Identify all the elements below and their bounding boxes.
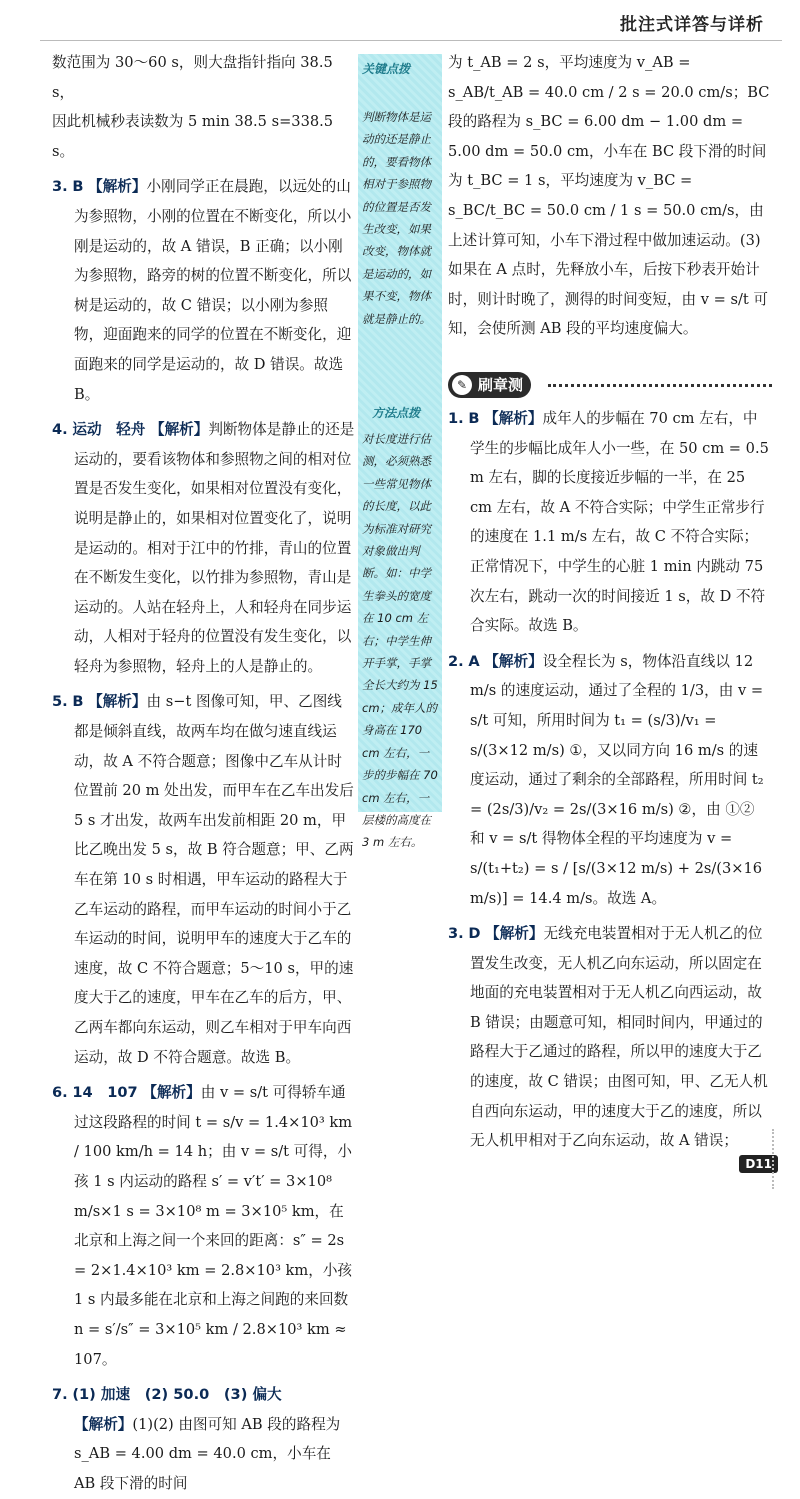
header-title: 批注式详答与详析	[620, 15, 764, 35]
paragraph-cont: 为 t_AB = 2 s，平均速度为 v_AB = s_AB/t_AB = 40.0 cm / 2 s = 20.0 cm/s；BC 段的路程为 s_BC = 6.00 dm − 1.00 dm = 5.00 dm = 50.0 cm，小车在 BC 段下滑的时间为 t_BC = 1 s，平均速度为 v_BC = s_BC/t_BC = 50.0 cm / 1 s = 50.0 cm/s，由上述计算可知，小车下滑过程中做加速运动。(3) 如果在 A 点时，先释放小车，后按下秒表开始计时，则计时晚了，测得的时间变短，由 v = s/t 可知，会使所测 AB 段的平均速度偏大。	[448, 54, 770, 338]
corner-decoration	[772, 1129, 800, 1189]
answer-item	[448, 647, 770, 913]
item-text: 成年人的步幅在 70 cm 左右，中学生的步幅比成年人小一些，在 50 cm = 0.5 m 左右，脚的长度接近步幅的一半，在 25 cm 左右，故 A 不符合实际；中学生正常步行的速度在 1.1 m/s 左右，故 C 不符合实际；正常情况下，中学生的心脏 1 min 内跳动 75 次左右，跳动一次的时间接近 1 s，故 D 不符合实际。故选 B。	[470, 410, 769, 635]
item-text: 设全程长为 s，物体沿直线以 12 m/s 的速度运动，通过了全程的 1/3，由 v = s/t 可知，所用时间为 t₁ = (s/3)/v₁ = s/(3×12 m/s) ①，又以同方向 16 m/s 的速度运动，通过了剩余的全部路程，所用时间 t₂ = (2s/3)/v₂ = 2s/(3×16 m/s) ②，由 ①② 和 v = s/t 得物体全程的平均速度为 v = s/(t₁+t₂) = s / [s/(3×12 m/s) + 2s/(3×16 m/s)] = 14.4 m/s。故选 A。	[470, 652, 764, 907]
item-answer: B	[72, 693, 84, 711]
item-tag: 【解析】	[142, 1084, 201, 1102]
section-header	[448, 372, 778, 400]
right-column	[448, 404, 770, 1156]
answer-item	[52, 172, 356, 409]
section-badge	[448, 372, 531, 398]
page-header	[0, 0, 800, 38]
item-tag: 【解析】	[149, 421, 209, 439]
sidebar-note-method	[362, 406, 440, 854]
item-text: 小刚同学正在晨跑，以远处的山为参照物，小刚的位置在不断变化，所以小刚是运动的，故 A 错误，B 正确；以小刚为参照物，路旁的树的位置不断变化，所以树是运动的，故 C 错误；以小刚为参照物，迎面跑来的同学的位置在不断变化，迎面跑来的同学是运动的，故 D 错误。故选 B。	[74, 178, 352, 403]
item-number: 5.	[52, 693, 68, 711]
answer-item	[52, 415, 356, 681]
answer-item	[448, 919, 770, 1156]
item-tag: 【解析】	[74, 1415, 133, 1433]
item-tag: 【解析】	[484, 652, 543, 670]
right-column-top	[448, 48, 770, 344]
item-text: (1)(2) 由图可知 AB 段的路程为 s_AB = 4.00 dm = 40.0 cm，小车在 AB 段下滑的时间	[74, 1415, 341, 1492]
item-tag: 【解析】	[88, 693, 147, 711]
answer-item	[448, 404, 770, 641]
answer-item	[52, 1078, 356, 1374]
item-text: 判断物体是静止的还是运动的，要看该物体和参照物之间的相对位置是否发生变化，如果相对位置没有变化，说明是静止的，如果相对位置变化了，说明是运动的。相对于江中的竹排，青山的位置在不断发生变化，以竹排为参照物，青山是运动的。人站在轻舟上，人和轻舟在同步运动，人相对于轻舟的位置没有发生变化，以轻舟为参照物，轻舟上的人是静止的。	[74, 421, 355, 675]
page-number: D11	[739, 1155, 778, 1173]
sidebar-note-key	[362, 62, 440, 330]
item-tag: 【解析】	[485, 925, 544, 943]
sidebar-note-text: 判断物体是运动的还是静止的，要看物体相对于参照物的位置是否发生改变，如果改变，物体就是运动的，如果不变，物体就是静止的。	[362, 110, 431, 326]
item-answer: B	[468, 410, 480, 427]
item-text: 无线充电装置相对于无人机乙的位置发生改变，无人机乙向东运动，所以固定在地面的充电装置相对于无人机乙向西运动，故 B 错误；由题意可知，相同时间内，甲通过的路程大于乙通过的路程，所以甲的速度大于乙的速度，故 C 错误；由图可知，甲、乙无人机自西向东运动，甲的速度大于乙的速度，所以无人机甲相对于乙向东运动，故 A 错误；	[470, 925, 768, 1150]
item-number: 1.	[448, 410, 464, 427]
left-column	[52, 48, 356, 1499]
answer-item	[52, 687, 356, 1072]
header-rule	[40, 40, 782, 41]
item-tag: 【解析】	[88, 178, 147, 196]
section-title: 刷章测	[478, 376, 524, 394]
section-dots	[548, 384, 772, 387]
item-answer: (1) 加速 (2) 50.0 (3) 偏大	[72, 1386, 282, 1404]
item-answer: 14 107	[72, 1084, 138, 1102]
item-answer: 运动 轻舟	[72, 421, 146, 439]
item-number: 7.	[52, 1386, 68, 1404]
item-tag: 【解析】	[484, 410, 543, 427]
item-number: 3.	[448, 925, 464, 943]
answer-item	[52, 1380, 356, 1498]
paragraph-cont: 因此机械秒表读数为 5 min 38.5 s=338.5 s。	[52, 113, 334, 160]
item-text: 由 s−t 图像可知，甲、乙图线都是倾斜直线，故两车均在做匀速直线运动，故 A 不符合题意；图像中乙车从计时位置前 20 m 处出发，而甲车在乙车出发后 5 s 才出发，故两车出发前相距 20 m，甲比乙晚出发 5 s，故 B 符合题意；甲、乙两车在第 10 s 时相遇，甲车运动的路程大于乙车运动的路程，而甲车运动的时间小于乙车运动的时间，说明甲车的速度大于乙车的速度，故 C 不符合题意；5～10 s，甲的速度大于乙的速度，甲车在乙车的后方，甲、乙两车都向东运动，则乙车相对于甲车向西运动，故 D 不符合题意。故选 B。	[74, 693, 354, 1066]
item-number: 3.	[52, 178, 68, 196]
item-number: 6.	[52, 1084, 68, 1102]
paragraph-cont: 数范围为 30～60 s，则大盘指针指向 38.5 s，	[52, 54, 333, 101]
item-number: 4.	[52, 421, 68, 439]
sidebar-note-text: 对长度进行估测，必须熟悉一些常见物体的长度，以此为标准对研究对象做出判断。如：中学生拳头的宽度在 10 cm 左右；中学生伸开手掌，手掌全长大约为 15 cm；成年人的身高在 170 cm 左右，一步的步幅在 70 cm 左右，一层楼的高度在 3 m 左右。	[362, 432, 438, 850]
item-number: 2.	[448, 652, 464, 670]
item-answer: A	[468, 652, 480, 670]
pen-icon: ✎	[452, 375, 472, 395]
item-answer: D	[468, 925, 481, 943]
item-answer: B	[72, 178, 84, 196]
item-text: 由 v = s/t 可得轿车通过这段路程的时间 t = s/v = 1.4×10³ km / 100 km/h = 14 h；由 v = s/t 可得，小孩 1 s 内运动的路程 s′ = v′t′ = 3×10⁸ m/s×1 s = 3×10⁸ m = 3×10⁵ km，在北京和上海之间一个来回的距离：s″ = 2s = 2×1.4×10³ km = 2.8×10³ km，小孩 1 s 内最多能在北京和上海之间跑的来回数 n = s′/s″ = 3×10⁵ km / 2.8×10³ km ≈ 107。	[74, 1084, 353, 1368]
sidebar-note-head: 关键点拨	[362, 62, 411, 76]
sidebar-note-head: 方法点拨	[372, 406, 421, 420]
